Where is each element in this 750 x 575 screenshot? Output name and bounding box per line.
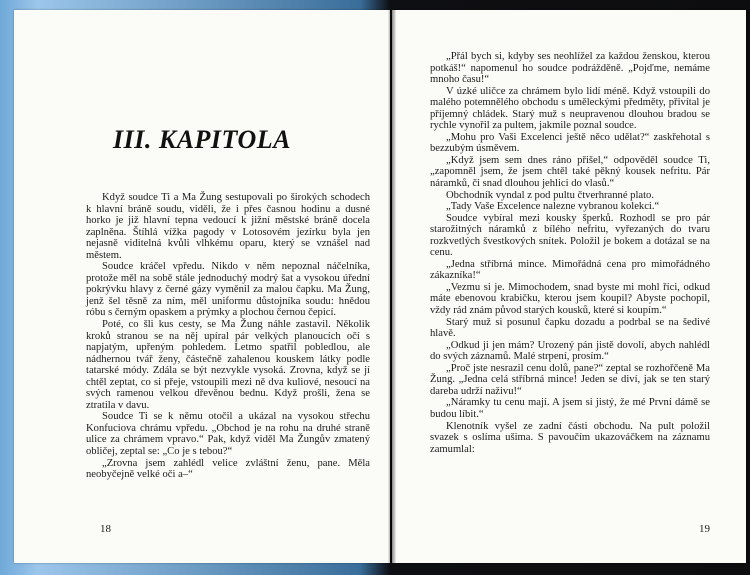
right-page-body [430,51,710,455]
paragraph: „Přál bych si, kdyby ses neohlížel za každou ženskou, kterou potkáš!“ napomenul ho soudce podrážděně. „Pojďme, nemáme mnoho času!“ [430,51,710,86]
chapter-title: III. KAPITOLA [113,125,291,154]
left-page [14,10,390,563]
paragraph: Soudce kráčel vpředu. Nikdo v něm nepoznal náčelníka, protože měl na sobě stále jednoduchý modrý šat a vysokou úřední pokrývku hlavy z černé gázy vyměnil za malou čapku. Ma Žung, jenž šel těsně za ním, měl uniformu důstojníka soudu: hnědou róbu s černým opaskem a prýmky a plochou černou čepicí. [86,261,370,319]
paragraph: „Vezmu si je. Mimochodem, snad byste mi mohl říci, odkud máte ebenovou krabičku, kterou jsem koupil? Abyste pochopil, vždy rád znám původ starých kousků, které si koupím.“ [430,281,710,317]
paragraph: V úzké uličce za chrámem bylo lidí méně. Když vstoupili do malého potemnělého obchodu s uměleckými předměty, přivítal je příjemný chládek. Starý muž s neupravenou dlouhou bradou se rychle vynořil za pultem, jakmile poznal soudce. [430,85,710,132]
left-page-body [86,192,370,481]
paragraph: Klenotník vyšel ze zadní části obchodu. Na pult položil svazek s oslíma ušima. S pavoučím ukazováčkem na záznamu zamumlal: [430,420,710,455]
right-page [392,10,746,563]
paragraph: „Proč jste nesrazil cenu dolů, pane?“ zeptal se rozhořčeně Ma Žung. „Jedna celá stříbrná mince! Jeden se diví, jak se ten starý dareba udrží naživu!“ [430,362,710,397]
paragraph: Soudce vybíral mezi kousky šperků. Rozhodl se pro pár starožitných náramků z bílého nefritu, vyřezaných do tvaru rozkvetlých švestkových snítek. Položil je bokem a dotázal se na cenu. [430,212,710,259]
paragraph: „Když jsem sem dnes ráno přišel,“ odpověděl soudce Ti, „zapomněl jsem, že jsem chtěl také pěkný kousek nefritu. Pár náramků, či snad dlouhou jehlici do vlasů.“ [430,154,710,190]
page-number: 18 [100,523,111,535]
paragraph: Poté, co šli kus cesty, se Ma Žung náhle zastavil. Několik kroků stranou se na něj upíral pár velkých planoucích očí s napjatým, upřeným pohledem. Letmo spatřil pobledlou, ale nádhernou tvář ženy, částečně zahalenou kouskem látky podle tatarské módy. Zdála se být nezvykle vysoká. Zrovna, když se jí chtěl zeptat, co si přeje, vstoupili mezi ně dva kuliové, nesoucí na svých ramenou velkou dřevěnou bednu. Když prošli, žena se ztratila v davu. [86,319,370,411]
paragraph: „Zrovna jsem zahlédl velice zvláštní ženu, pane. Měla neobyčejně velké oči a–“ [86,457,370,481]
paragraph: Obchodník vyndal z pod pultu čtverhranné plato. [446,189,654,201]
book-gutter [388,10,396,563]
paragraph: „Mohu pro Vaši Excelenci ještě něco udělat?“ zaskřehotal s bezzubým úsměvem. [430,131,710,155]
paragraph: „Tady Vaše Excelence nalezne vybranou kolekci.“ [446,201,660,213]
page-number: 19 [699,523,710,535]
paragraph: „Náramky tu cenu mají. A jsem si jistý, že mé První dámě se budou líbit.“ [430,397,710,420]
paragraph: „Odkud ji jen mám? Urozený pán jistě dovolí, abych nahlédl do svých záznamů. Malé strpení, prosím.“ [430,339,710,363]
paragraph: Když soudce Ti a Ma Žung sestupovali po širokých schodech k hlavní bráně soudu, viděli, že i přes časnou hodinu a dusné horko je již hlavní tepna vedoucí k jižní městské bráně docela zaplněna. Štíhlá vížka pagody v Lotosovém jezírku byla jen nejasně viditelná kvůli vlhkému oparu, který se vznášel nad městem. [86,192,370,261]
paragraph: „Jedna stříbrná mince. Mimořádná cena pro mimořádného zákazníka!“ [430,258,710,282]
paragraph: Soudce Ti se k němu otočil a ukázal na vysokou střechu Konfuciova chrámu vpředu. „Obchod je na rohu na druhé straně ulice za chrámem vpravo.“ Pak, když viděl Ma Žungův zmatený obličej, zeptal se: „Co je s tebou?“ [86,411,370,458]
paragraph: Starý muž si posunul čapku dozadu a podrbal se na šedivé hlavě. [430,316,710,340]
